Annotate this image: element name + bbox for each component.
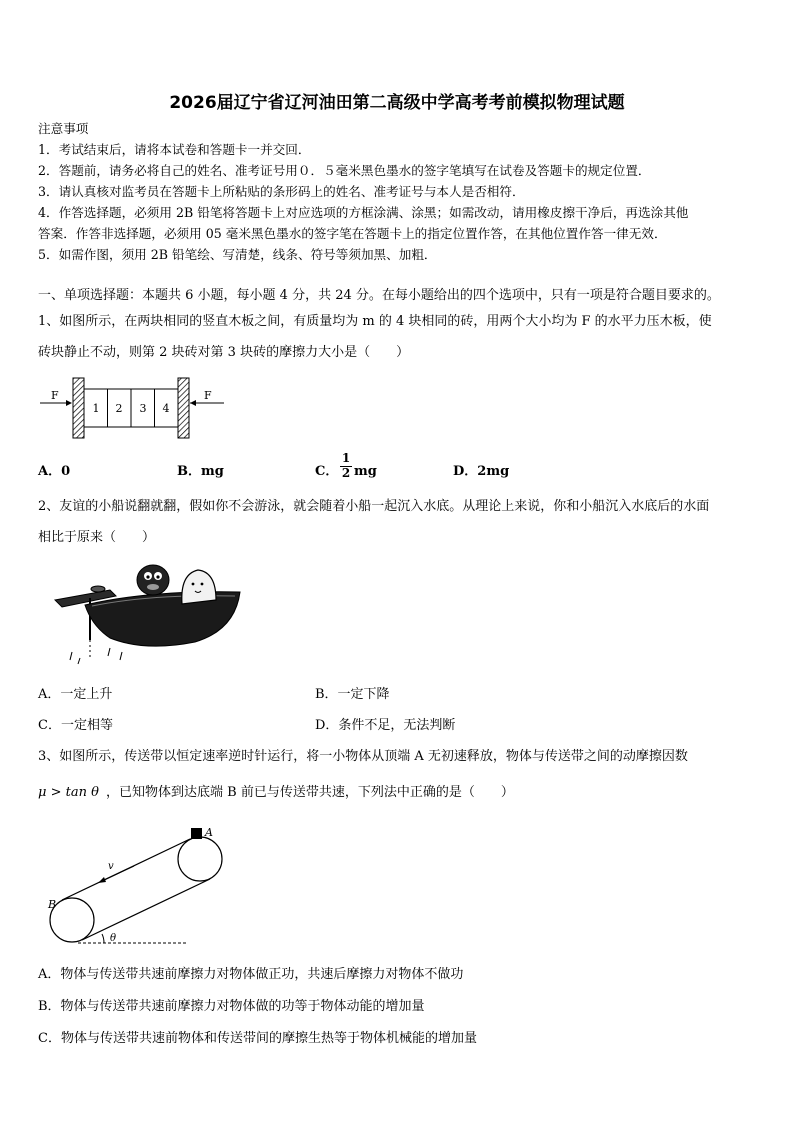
section-heading: 一、单项选择题：本题共 6 小题，每小题 4 分，共 24 分。在每小题给出的四个选项中，只有一项是符合题目要求的。 bbox=[38, 288, 720, 303]
q1-option-c-unit: mg bbox=[354, 464, 377, 479]
notice-item: 1．考试结束后，请将本试卷和答题卡一并交回． bbox=[38, 142, 311, 157]
q1-bricks-figure bbox=[38, 374, 228, 444]
q3-conveyor-figure bbox=[38, 822, 228, 952]
notice-heading: 注意事项 bbox=[38, 121, 89, 136]
top-pulley bbox=[178, 837, 222, 881]
q2-option-a: A．一定上升 bbox=[38, 687, 113, 702]
q2-stem-line2: 相比于原来（ ） bbox=[38, 530, 156, 545]
q1-option-a: A．0 bbox=[38, 464, 71, 479]
brick-label: 3 bbox=[139, 402, 147, 415]
q1-option-d: D．2mg bbox=[453, 464, 510, 479]
q3-condition-math: μ > tan θ bbox=[38, 785, 99, 800]
q1-option-c-fraction bbox=[340, 452, 352, 480]
velocity-arrow-head bbox=[98, 877, 106, 883]
q2-option-b: B．一定下降 bbox=[315, 687, 390, 702]
notice-item: 3．请认真核对监考员在答题卡上所粘贴的条形码上的姓名、准考证号与本人是否相符． bbox=[38, 184, 525, 199]
brick-label: 4 bbox=[162, 402, 170, 415]
force-arrow-right-head bbox=[190, 400, 196, 406]
q2-boat-illustration bbox=[50, 560, 245, 665]
block-a bbox=[191, 828, 202, 839]
label-b: B bbox=[48, 898, 57, 911]
q3-option-c: C．物体与传送带共速前物体和传送带间的摩擦生热等于物体机械能的增加量 bbox=[38, 1031, 477, 1046]
label-a: A bbox=[205, 826, 213, 839]
force-label-left: F bbox=[51, 389, 59, 402]
force-arrow-left-head bbox=[66, 400, 72, 406]
q3-stem-line1: 3、如图所示，传送带以恒定速率逆时针运行，将一小物体从顶端 A 无初速释放，物体与传送带之间的动摩擦因数 bbox=[38, 749, 688, 764]
force-label-right: F bbox=[204, 389, 212, 402]
fraction-numerator: 1 bbox=[341, 451, 351, 465]
belt-bottom bbox=[82, 879, 210, 940]
q1-option-c-label: C． bbox=[315, 464, 339, 479]
q2-stem-line1: 2、友谊的小船说翻就翻，假如你不会游泳，就会随着小船一起沉入水底。从理论上来说，你和小船沉入水底后的水面 bbox=[38, 499, 710, 514]
label-v: v bbox=[108, 861, 114, 872]
q2-option-c: C．一定相等 bbox=[38, 718, 113, 733]
notice-item: 答案．作答非选择题，必须用 05 毫米黑色墨水的签字笔在答题卡上的指定位置作答，在其他位置作答一律无效． bbox=[38, 226, 667, 241]
right-board bbox=[178, 378, 189, 438]
page-title: 2026届辽宁省辽河油田第二高级中学高考考前模拟物理试题 bbox=[169, 93, 625, 113]
q1-stem-line2: 砖块静止不动，则第 2 块砖对第 3 块砖的摩擦力大小是（ ） bbox=[38, 345, 410, 360]
notice-item: 2．答题前，请务必将自己的姓名、准考证号用０．５毫米黑色墨水的签字笔填写在试卷及答题卡的规定位置． bbox=[38, 163, 651, 178]
q3-option-b: B．物体与传送带共速前摩擦力对物体做的功等于物体动能的增加量 bbox=[38, 999, 425, 1014]
label-theta: θ bbox=[110, 933, 117, 944]
bottom-pulley bbox=[50, 898, 94, 942]
notice-item: 5．如需作图，须用 2B 铅笔绘、写清楚，线条、符号等须加黑、加粗． bbox=[38, 247, 437, 262]
q3-option-a: A．物体与传送带共速前摩擦力对物体做正功，共速后摩擦力对物体不做功 bbox=[38, 967, 464, 982]
velocity-arrow bbox=[100, 866, 134, 882]
q1-stem-line1: 1、如图所示，在两块相同的竖直木板之间，有质量均为 m 的 4 块相同的砖，用两个大小均为 F 的水平力压木板，使 bbox=[38, 314, 712, 329]
q2-option-d: D．条件不足，无法判断 bbox=[315, 718, 456, 733]
brick-label: 2 bbox=[115, 402, 123, 415]
left-board bbox=[73, 378, 84, 438]
notice-item: 4．作答选择题，必须用 2B 铅笔将答题卡上对应选项的方框涂满、涂黑；如需改动，请用橡皮擦干净后，再选涂其他 bbox=[38, 205, 689, 220]
q1-option-b: B．mg bbox=[177, 464, 224, 479]
q3-stem-line2: ，已知物体到达底端 B 前已与传送带共速，下列法中正确的是（ ） bbox=[106, 785, 514, 800]
brick-label: 1 bbox=[92, 402, 100, 415]
fraction-denominator: 2 bbox=[341, 466, 351, 480]
